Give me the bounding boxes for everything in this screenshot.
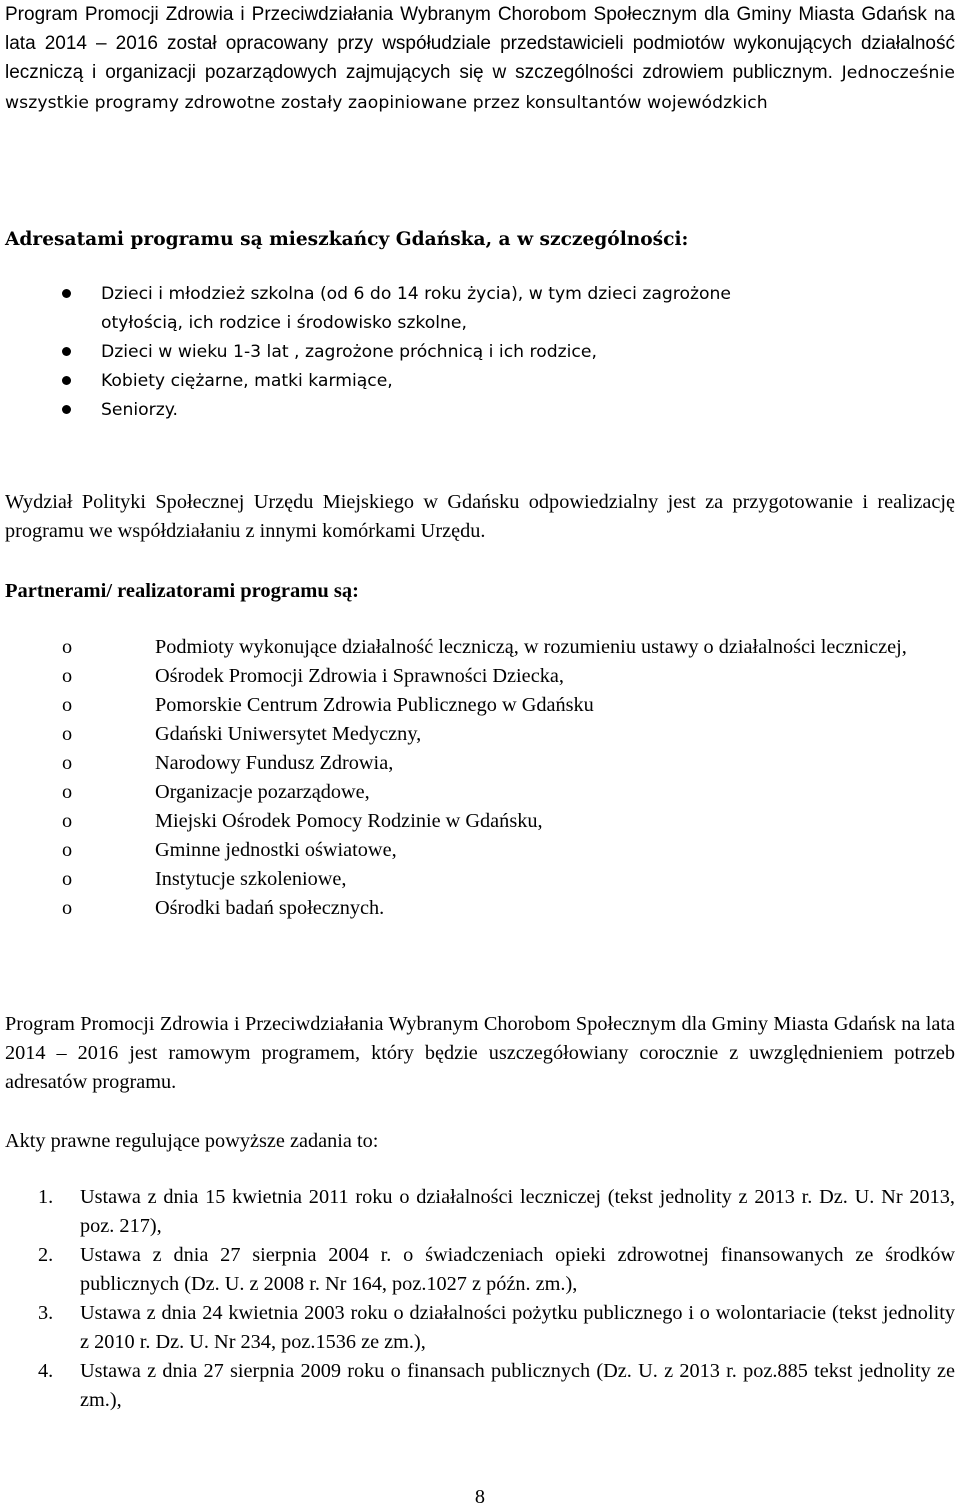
list-marker: o	[62, 636, 73, 658]
list-marker: o	[62, 752, 73, 774]
recipients-list	[0, 280, 760, 425]
page-number: 8	[474, 1486, 486, 1508]
list-number: 1.	[38, 1186, 54, 1208]
list-item: o Ośrodek Promocji Zdrowia i Sprawności Dziecka,	[0, 662, 955, 691]
list-number: 2.	[38, 1244, 54, 1266]
bullet-icon	[62, 347, 71, 356]
list-marker: o	[62, 897, 73, 919]
list-marker: o	[62, 665, 73, 687]
list-item: o Organizacje pozarządowe,	[0, 778, 955, 807]
list-item: o Gminne jednostki oświatowe,	[0, 836, 955, 865]
bullet-icon	[62, 405, 71, 414]
list-item: Dzieci i młodzież szkolna (od 6 do 14 roku życia), w tym dzieci zagrożone otyłością, ich rodzice i środowisko szkolne,	[0, 280, 760, 338]
list-item: o Miejski Ośrodek Pomocy Rodzinie w Gdańsku,	[0, 807, 955, 836]
list-number: 3.	[38, 1302, 54, 1324]
list-item: Dzieci w wieku 1-3 lat , zagrożone próchnicą i ich rodzice,	[0, 338, 760, 367]
framework-paragraph: Program Promocji Zdrowia i Przeciwdziałania Wybranym Chorobom Społecznym dla Gminy Miasta Gdańsk na lata 2014 – 2016 jest ramowym programem, który będzie uszczegółowiany corocznie z uwzględnieniem potrzeb adresatów programu.	[5, 1013, 955, 1093]
list-item: o Instytucje szkoleniowe,	[0, 865, 955, 894]
list-item: o Podmioty wykonujące działalność leczniczą, w rozumieniu ustawy o działalności leczniczej,	[0, 633, 955, 662]
list-item: o Narodowy Fundusz Zdrowia,	[0, 749, 955, 778]
list-marker: o	[62, 810, 73, 832]
bullet-icon	[62, 376, 71, 385]
list-item: Seniorzy.	[0, 396, 760, 425]
list-marker: o	[62, 839, 73, 861]
intro-paragraph	[5, 0, 955, 118]
list-item: o Gdański Uniwersytet Medyczny,	[0, 720, 955, 749]
list-marker: o	[62, 694, 73, 716]
list-item: 1. Ustawa z dnia 15 kwietnia 2011 roku o działalności leczniczej (tekst jednolity z 2013 r. Dz. U. Nr 2013, poz. 217),	[0, 1183, 955, 1241]
list-marker: o	[62, 723, 73, 745]
list-number: 4.	[38, 1360, 54, 1382]
department-paragraph: Wydział Polityki Społecznej Urzędu Miejskiego w Gdańsku odpowiedzialny jest za przygotowanie i realizację programu we współdziałaniu z innymi komórkami Urzędu.	[5, 491, 955, 542]
bullet-icon	[62, 289, 71, 298]
list-item: 4. Ustawa z dnia 27 sierpnia 2009 roku o finansach publicznych (Dz. U. z 2013 r. poz.885 tekst jednolity ze zm.),	[0, 1357, 955, 1415]
legal-heading: Akty prawne regulujące powyższe zadania to:	[5, 1130, 379, 1152]
partners-list	[0, 633, 955, 923]
list-marker: o	[62, 781, 73, 803]
intro-text-part1: Program Promocji Zdrowia i Przeciwdziałania Wybranym Chorobom Społecznym dla Gminy Miasta Gdańsk na lata 2014 – 2016 został opracowany przy współudziale przedstawicieli podmiotów wykonujących działalność leczniczą i organizacji pozarządowych zajmujących się w szczególności zdrowiem publicznym.	[5, 4, 955, 83]
partners-heading: Partnerami/ realizatorami programu są:	[5, 580, 359, 602]
recipients-heading: Adresatami programu są mieszkańcy Gdańska, a w szczególności:	[5, 229, 689, 250]
legal-list	[0, 1183, 955, 1415]
list-marker: o	[62, 868, 73, 890]
list-item: Kobiety ciężarne, matki karmiące,	[0, 367, 760, 396]
intro-text-part2: Jednocześnie wszystkie programy zdrowotne zostały zaopiniowane przez konsultantów wojewódzkich	[5, 63, 956, 113]
list-item: o Ośrodki badań społecznych.	[0, 894, 955, 923]
list-item: 3. Ustawa z dnia 24 kwietnia 2003 roku o działalności pożytku publicznego i o wolontariacie (tekst jednolity z 2010 r. Dz. U. Nr 234, poz.1536 ze zm.),	[0, 1299, 955, 1357]
list-item: o Pomorskie Centrum Zdrowia Publicznego w Gdańsku	[0, 691, 955, 720]
list-item: 2. Ustawa z dnia 27 sierpnia 2004 r. o świadczeniach opieki zdrowotnej finansowanych ze środków publicznych (Dz. U. z 2008 r. Nr 164, poz.1027 z późn. zm.),	[0, 1241, 955, 1299]
